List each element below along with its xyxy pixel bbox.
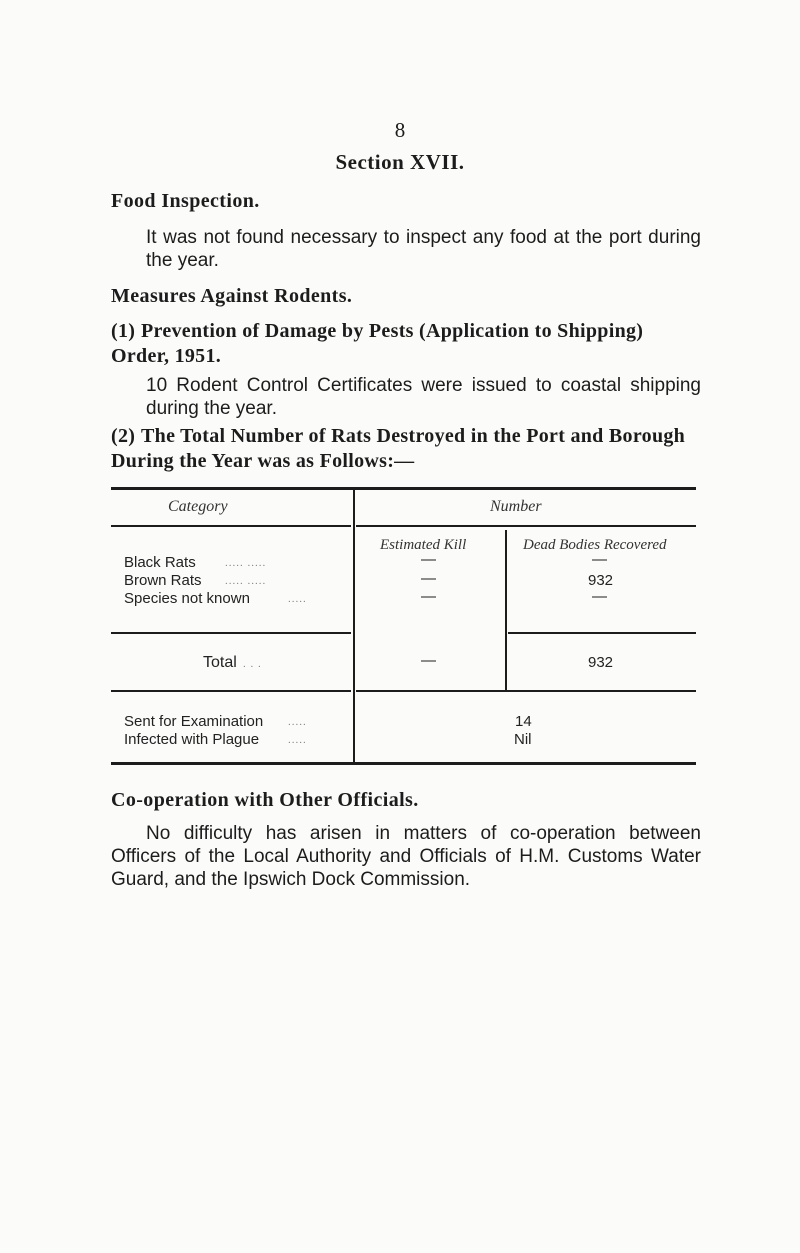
total-dead: 932 — [588, 654, 614, 671]
total-dots: . . . — [243, 658, 262, 670]
cooperation-text: No difficulty has arisen in matters of co-operation between Officers of the Local Authority and Officials of H.M. Customs Water Guard, and the Ipswich Dock Commission. — [111, 823, 701, 890]
item-1 — [111, 319, 701, 369]
food-inspection-text — [146, 226, 701, 272]
item-2 — [111, 424, 701, 474]
row-black-rats-label: Black Rats — [124, 554, 196, 571]
sent-for-examination-label: Sent for Examination — [124, 713, 264, 730]
total-rule-right — [356, 690, 696, 692]
sent-for-examination-value: 14 — [515, 713, 532, 730]
table-vertical-rule-main — [353, 488, 355, 765]
row-species-unknown-dots: ..... — [288, 593, 307, 605]
item-1-number: (1) — [111, 320, 136, 342]
item-1-text: 10 Rodent Control Certificates were issued to coastal shipping during the year. — [146, 375, 701, 419]
food-inspection-paragraph: It was not found necessary to inspect any food at the port during the year. — [146, 227, 701, 271]
row-black-rats-dots: ..... ..... — [225, 557, 267, 569]
header-estimated-kill: Estimated Kill — [380, 537, 467, 553]
row-species-unknown-estimated: — — [421, 588, 436, 605]
table-vertical-rule-sub — [505, 530, 507, 690]
table-top-rule — [111, 487, 696, 490]
row-brown-rats-dead: 932 — [588, 572, 614, 589]
cooperation-heading: Co-operation with Other Officials. — [111, 789, 419, 811]
row-brown-rats-dots: ..... ..... — [225, 575, 267, 587]
header-rule-right — [356, 525, 696, 527]
item-2-number: (2) — [111, 425, 136, 447]
row-brown-rats-label: Brown Rats — [124, 572, 202, 589]
infected-with-plague-value: Nil — [514, 731, 532, 748]
section-title: Section XVII. — [335, 150, 465, 174]
rodents-heading: Measures Against Rodents. — [111, 285, 353, 307]
row-black-rats-estimated: — — [421, 551, 436, 568]
rows-rule-right — [508, 632, 696, 634]
table-bottom-rule — [111, 762, 696, 765]
rows-rule-left — [111, 632, 351, 634]
row-species-unknown-dead: — — [592, 588, 607, 605]
row-species-unknown-label: Species not known — [124, 590, 250, 607]
row-brown-rats-estimated: — — [421, 570, 436, 587]
header-rule-left — [111, 525, 351, 527]
total-estimated: — — [421, 652, 436, 669]
header-category: Category — [168, 498, 228, 515]
row-black-rats-dead: — — [592, 551, 607, 568]
food-inspection-heading: Food Inspection. — [111, 190, 260, 212]
sent-for-examination-dots: ..... — [288, 716, 307, 728]
item-1-title: Prevention of Damage by Pests (Application to Shipping) Order, 1951. — [111, 320, 644, 367]
infected-with-plague-dots: ..... — [288, 734, 307, 746]
header-dead-bodies: Dead Bodies Recovered — [523, 537, 667, 553]
infected-with-plague-label: Infected with Plague — [124, 731, 260, 748]
total-rule-left — [111, 690, 351, 692]
header-number: Number — [490, 498, 542, 515]
page-number: 8 — [394, 118, 406, 142]
item-2-title: The Total Number of Rats Destroyed in the Port and Borough During the Year was as Follows:— — [111, 425, 686, 472]
total-label: Total — [203, 654, 237, 671]
